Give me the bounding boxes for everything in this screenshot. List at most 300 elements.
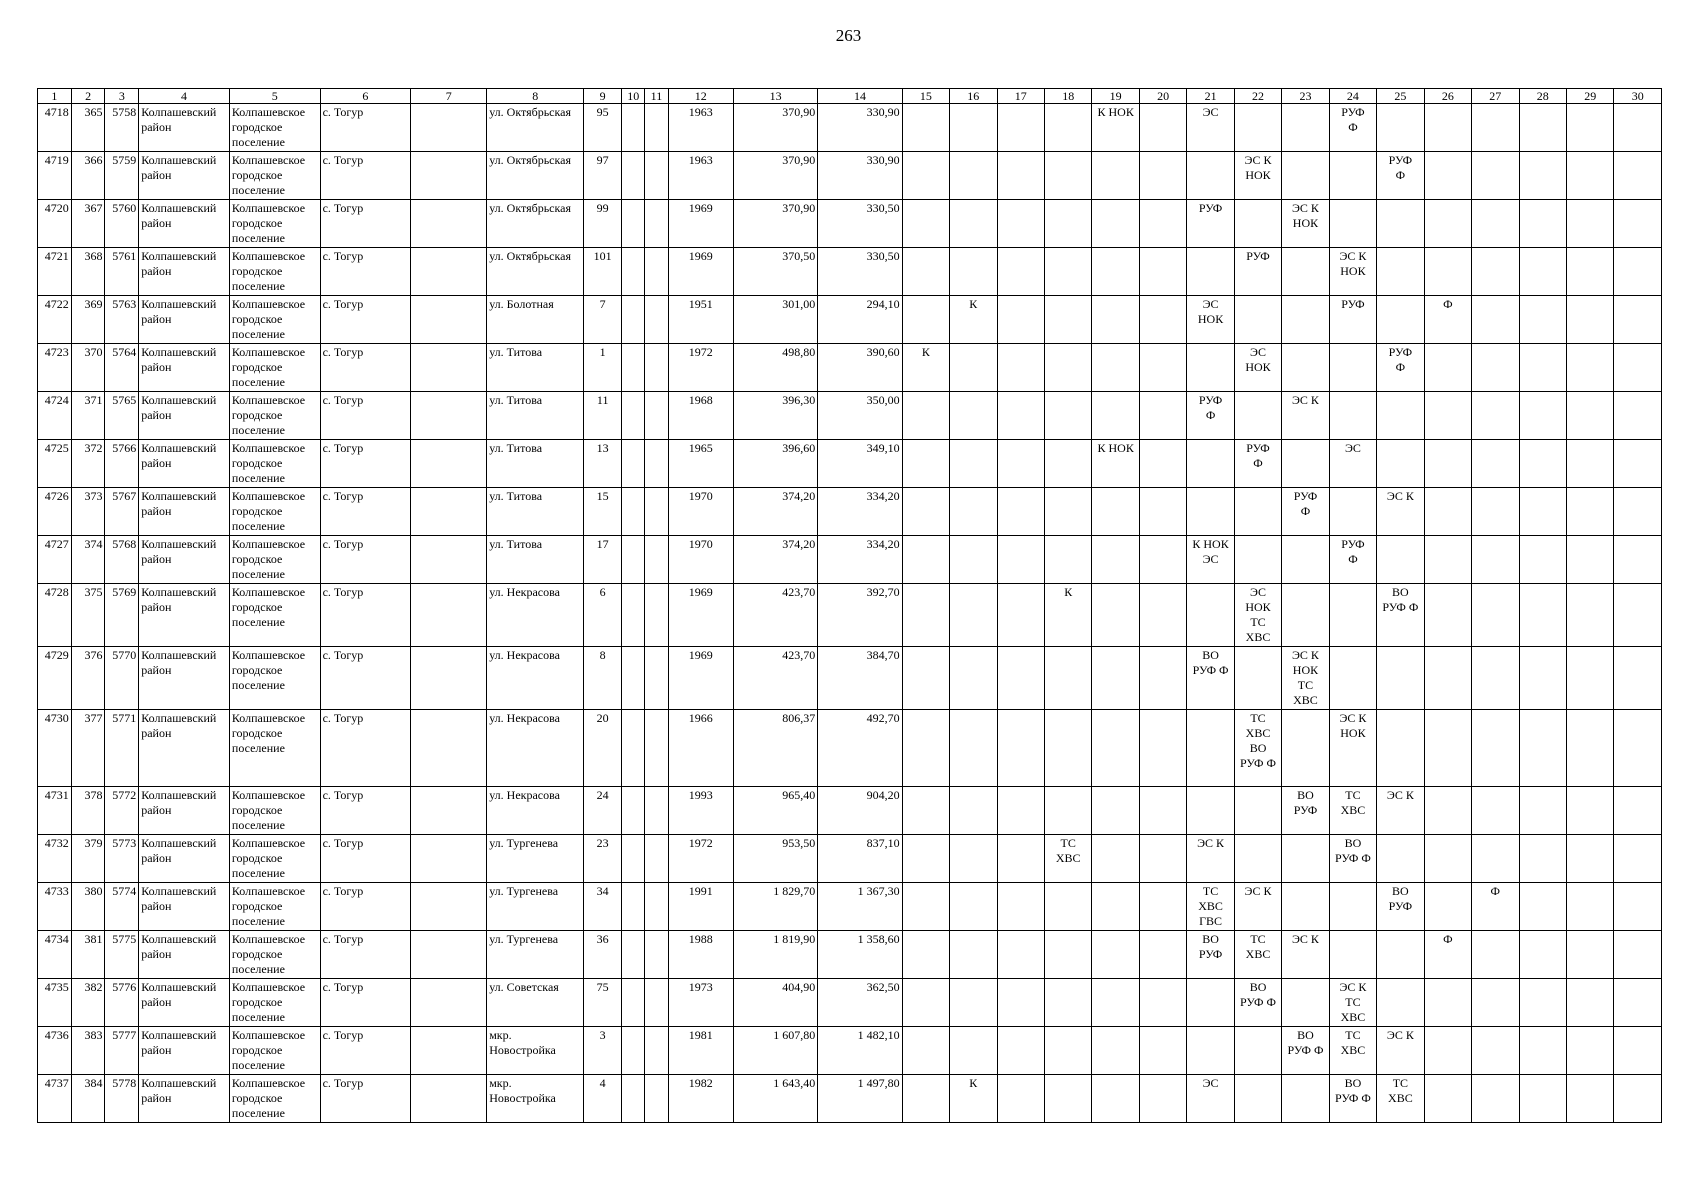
column-30-cell: [1614, 200, 1662, 248]
column-header-22: 22: [1234, 89, 1281, 104]
column-25-cell: [1377, 647, 1424, 710]
living-area-cell: 294,10: [818, 296, 902, 344]
column-21-cell: ТС ХВС ГВС: [1187, 883, 1234, 931]
column-29-cell: [1566, 440, 1613, 488]
column-23-cell: ЭС К: [1282, 931, 1329, 979]
column-22-cell: [1234, 104, 1281, 152]
column-header-28: 28: [1519, 89, 1566, 104]
column-7-cell: [411, 835, 487, 883]
column-10-cell: [622, 344, 645, 392]
column-30-cell: [1614, 835, 1662, 883]
locality-cell: с. Тогур: [320, 344, 411, 392]
total-area-cell: 301,00: [733, 296, 817, 344]
house-number-cell: 34: [584, 883, 622, 931]
column-21-cell: [1187, 584, 1234, 647]
column-11-cell: [645, 979, 668, 1027]
column-21-cell: [1187, 344, 1234, 392]
house-number-cell: 95: [584, 104, 622, 152]
settlement-cell: Колпашевское городское поселение: [229, 979, 320, 1027]
column-16-cell: [950, 710, 997, 787]
total-area-cell: 374,20: [733, 536, 817, 584]
column-22-cell: [1234, 392, 1281, 440]
total-area-cell: 370,50: [733, 248, 817, 296]
column-28-cell: [1519, 440, 1566, 488]
column-28-cell: [1519, 344, 1566, 392]
object-code: 5778: [105, 1075, 139, 1123]
record-number: 4735: [38, 979, 72, 1027]
column-24-cell: ЭС К НОК: [1329, 710, 1376, 787]
column-25-cell: [1377, 392, 1424, 440]
column-26-cell: [1424, 248, 1471, 296]
column-15-cell: [902, 1027, 949, 1075]
column-23-cell: [1282, 584, 1329, 647]
object-code: 5766: [105, 440, 139, 488]
row-index: 369: [71, 296, 105, 344]
street-cell: ул. Титова: [487, 440, 584, 488]
year-built-cell: 1969: [668, 200, 733, 248]
column-30-cell: [1614, 536, 1662, 584]
record-number: 4730: [38, 710, 72, 787]
record-number: 4732: [38, 835, 72, 883]
column-7-cell: [411, 536, 487, 584]
column-24-cell: [1329, 152, 1376, 200]
year-built-cell: 1993: [668, 787, 733, 835]
column-20-cell: [1139, 979, 1186, 1027]
year-built-cell: 1981: [668, 1027, 733, 1075]
column-20-cell: [1139, 392, 1186, 440]
table-body: [38, 104, 1662, 1123]
column-17-cell: [997, 647, 1044, 710]
column-10-cell: [622, 584, 645, 647]
column-25-cell: [1377, 200, 1424, 248]
record-number: 4729: [38, 647, 72, 710]
table-row: [38, 200, 1662, 248]
row-index: 382: [71, 979, 105, 1027]
table-row: [38, 248, 1662, 296]
column-19-cell: [1092, 787, 1139, 835]
object-code: 5770: [105, 647, 139, 710]
living-area-cell: 1 482,10: [818, 1027, 902, 1075]
record-number: 4726: [38, 488, 72, 536]
column-27-cell: [1472, 1075, 1519, 1123]
column-23-cell: [1282, 440, 1329, 488]
column-11-cell: [645, 647, 668, 710]
column-7-cell: [411, 152, 487, 200]
object-code: 5758: [105, 104, 139, 152]
column-26-cell: [1424, 835, 1471, 883]
column-16-cell: [950, 835, 997, 883]
year-built-cell: 1972: [668, 835, 733, 883]
settlement-cell: Колпашевское городское поселение: [229, 248, 320, 296]
column-24-cell: ВО РУФ Ф: [1329, 1075, 1376, 1123]
house-number-cell: 6: [584, 584, 622, 647]
district-cell: Колпашевский район: [139, 440, 230, 488]
street-cell: ул. Титова: [487, 392, 584, 440]
column-header-19: 19: [1092, 89, 1139, 104]
column-15-cell: [902, 1075, 949, 1123]
street-cell: ул. Некрасова: [487, 710, 584, 787]
column-21-cell: [1187, 710, 1234, 787]
table-row: [38, 979, 1662, 1027]
column-18-cell: [1044, 440, 1091, 488]
column-19-cell: [1092, 931, 1139, 979]
housing-register-table: [37, 88, 1662, 1123]
column-22-cell: [1234, 1075, 1281, 1123]
column-11-cell: [645, 104, 668, 152]
column-15-cell: [902, 440, 949, 488]
table-row: [38, 344, 1662, 392]
column-21-cell: ВО РУФ: [1187, 931, 1234, 979]
column-30-cell: [1614, 152, 1662, 200]
year-built-cell: 1965: [668, 440, 733, 488]
page-number: 263: [835, 26, 862, 45]
column-header-3: 3: [105, 89, 139, 104]
locality-cell: с. Тогур: [320, 883, 411, 931]
column-29-cell: [1566, 152, 1613, 200]
column-29-cell: [1566, 200, 1613, 248]
street-cell: ул. Титова: [487, 344, 584, 392]
column-21-cell: [1187, 440, 1234, 488]
column-7-cell: [411, 1027, 487, 1075]
column-10-cell: [622, 1075, 645, 1123]
column-20-cell: [1139, 584, 1186, 647]
column-header-18: 18: [1044, 89, 1091, 104]
column-22-cell: [1234, 200, 1281, 248]
column-11-cell: [645, 392, 668, 440]
table-row: [38, 1027, 1662, 1075]
house-number-cell: 24: [584, 787, 622, 835]
column-30-cell: [1614, 440, 1662, 488]
column-10-cell: [622, 488, 645, 536]
column-20-cell: [1139, 200, 1186, 248]
column-15-cell: [902, 979, 949, 1027]
column-17-cell: [997, 104, 1044, 152]
total-area-cell: 370,90: [733, 152, 817, 200]
column-header-5: 5: [229, 89, 320, 104]
column-18-cell: [1044, 248, 1091, 296]
column-11-cell: [645, 787, 668, 835]
district-cell: Колпашевский район: [139, 787, 230, 835]
column-29-cell: [1566, 883, 1613, 931]
year-built-cell: 1991: [668, 883, 733, 931]
column-25-cell: РУФ Ф: [1377, 344, 1424, 392]
column-header-21: 21: [1187, 89, 1234, 104]
column-21-cell: [1187, 152, 1234, 200]
year-built-cell: 1973: [668, 979, 733, 1027]
locality-cell: с. Тогур: [320, 392, 411, 440]
column-27-cell: [1472, 344, 1519, 392]
column-18-cell: [1044, 104, 1091, 152]
street-cell: ул. Титова: [487, 488, 584, 536]
column-29-cell: [1566, 488, 1613, 536]
object-code: 5761: [105, 248, 139, 296]
column-15-cell: [902, 536, 949, 584]
column-16-cell: [950, 979, 997, 1027]
column-25-cell: ЭС К: [1377, 1027, 1424, 1075]
column-18-cell: [1044, 488, 1091, 536]
record-number: 4718: [38, 104, 72, 152]
column-30-cell: [1614, 392, 1662, 440]
total-area-cell: 370,90: [733, 200, 817, 248]
street-cell: мкр. Новостройка: [487, 1075, 584, 1123]
column-29-cell: [1566, 584, 1613, 647]
column-18-cell: [1044, 710, 1091, 787]
column-22-cell: ЭС К: [1234, 883, 1281, 931]
district-cell: Колпашевский район: [139, 979, 230, 1027]
column-11-cell: [645, 931, 668, 979]
street-cell: ул. Октябрьская: [487, 200, 584, 248]
column-26-cell: [1424, 584, 1471, 647]
column-23-cell: [1282, 710, 1329, 787]
settlement-cell: Колпашевское городское поселение: [229, 835, 320, 883]
record-number: 4727: [38, 536, 72, 584]
column-18-cell: [1044, 1027, 1091, 1075]
column-28-cell: [1519, 1075, 1566, 1123]
settlement-cell: Колпашевское городское поселение: [229, 584, 320, 647]
locality-cell: с. Тогур: [320, 835, 411, 883]
column-header-17: 17: [997, 89, 1044, 104]
column-11-cell: [645, 1027, 668, 1075]
column-10-cell: [622, 248, 645, 296]
column-19-cell: К НОК: [1092, 440, 1139, 488]
living-area-cell: 492,70: [818, 710, 902, 787]
column-20-cell: [1139, 248, 1186, 296]
column-22-cell: [1234, 647, 1281, 710]
column-15-cell: [902, 883, 949, 931]
house-number-cell: 11: [584, 392, 622, 440]
column-16-cell: [950, 584, 997, 647]
column-30-cell: [1614, 584, 1662, 647]
column-26-cell: [1424, 536, 1471, 584]
column-25-cell: [1377, 104, 1424, 152]
column-10-cell: [622, 440, 645, 488]
locality-cell: с. Тогур: [320, 710, 411, 787]
column-27-cell: [1472, 787, 1519, 835]
column-header-9: 9: [584, 89, 622, 104]
column-16-cell: [950, 344, 997, 392]
column-16-cell: [950, 931, 997, 979]
column-28-cell: [1519, 392, 1566, 440]
record-number: 4719: [38, 152, 72, 200]
locality-cell: с. Тогур: [320, 200, 411, 248]
column-19-cell: [1092, 647, 1139, 710]
column-26-cell: [1424, 440, 1471, 488]
column-7-cell: [411, 488, 487, 536]
column-29-cell: [1566, 710, 1613, 787]
column-10-cell: [622, 979, 645, 1027]
living-area-cell: 1 358,60: [818, 931, 902, 979]
house-number-cell: 97: [584, 152, 622, 200]
column-26-cell: [1424, 883, 1471, 931]
column-27-cell: [1472, 200, 1519, 248]
column-29-cell: [1566, 392, 1613, 440]
column-19-cell: [1092, 979, 1139, 1027]
column-28-cell: [1519, 835, 1566, 883]
column-27-cell: [1472, 835, 1519, 883]
column-26-cell: [1424, 344, 1471, 392]
column-30-cell: [1614, 1027, 1662, 1075]
column-22-cell: ТС ХВС: [1234, 931, 1281, 979]
year-built-cell: 1951: [668, 296, 733, 344]
column-22-cell: РУФ: [1234, 248, 1281, 296]
column-24-cell: [1329, 344, 1376, 392]
living-area-cell: 904,20: [818, 787, 902, 835]
column-15-cell: К: [902, 344, 949, 392]
column-23-cell: ЭС К НОК: [1282, 200, 1329, 248]
object-code: 5763: [105, 296, 139, 344]
column-17-cell: [997, 344, 1044, 392]
column-18-cell: [1044, 296, 1091, 344]
column-10-cell: [622, 296, 645, 344]
column-22-cell: [1234, 1027, 1281, 1075]
column-24-cell: ВО РУФ Ф: [1329, 835, 1376, 883]
column-18-cell: [1044, 152, 1091, 200]
column-18-cell: [1044, 1075, 1091, 1123]
column-21-cell: РУФ: [1187, 200, 1234, 248]
total-area-cell: 806,37: [733, 710, 817, 787]
column-11-cell: [645, 1075, 668, 1123]
district-cell: Колпашевский район: [139, 104, 230, 152]
column-30-cell: [1614, 104, 1662, 152]
living-area-cell: 837,10: [818, 835, 902, 883]
column-25-cell: ВО РУФ Ф: [1377, 584, 1424, 647]
settlement-cell: Колпашевское городское поселение: [229, 440, 320, 488]
column-29-cell: [1566, 787, 1613, 835]
column-28-cell: [1519, 152, 1566, 200]
object-code: 5767: [105, 488, 139, 536]
column-24-cell: РУФ: [1329, 296, 1376, 344]
column-29-cell: [1566, 835, 1613, 883]
column-23-cell: [1282, 1075, 1329, 1123]
table-row: [38, 647, 1662, 710]
column-27-cell: [1472, 248, 1519, 296]
column-header-26: 26: [1424, 89, 1471, 104]
column-16-cell: [950, 1027, 997, 1075]
column-16-cell: [950, 440, 997, 488]
column-10-cell: [622, 392, 645, 440]
column-20-cell: [1139, 1027, 1186, 1075]
column-22-cell: ЭС НОК: [1234, 344, 1281, 392]
column-17-cell: [997, 1075, 1044, 1123]
table-row: [38, 152, 1662, 200]
row-index: 379: [71, 835, 105, 883]
column-11-cell: [645, 440, 668, 488]
column-header-29: 29: [1566, 89, 1613, 104]
district-cell: Колпашевский район: [139, 647, 230, 710]
column-26-cell: [1424, 488, 1471, 536]
column-number-header-row: [38, 89, 1662, 104]
table-row: [38, 787, 1662, 835]
locality-cell: с. Тогур: [320, 296, 411, 344]
column-28-cell: [1519, 647, 1566, 710]
column-7-cell: [411, 647, 487, 710]
column-21-cell: ВО РУФ Ф: [1187, 647, 1234, 710]
column-20-cell: [1139, 440, 1186, 488]
column-10-cell: [622, 200, 645, 248]
table-row: [38, 931, 1662, 979]
column-25-cell: [1377, 296, 1424, 344]
column-18-cell: [1044, 200, 1091, 248]
column-17-cell: [997, 931, 1044, 979]
column-23-cell: ВО РУФ Ф: [1282, 1027, 1329, 1075]
living-area-cell: 349,10: [818, 440, 902, 488]
record-number: 4734: [38, 931, 72, 979]
column-7-cell: [411, 584, 487, 647]
record-number: 4721: [38, 248, 72, 296]
column-7-cell: [411, 440, 487, 488]
column-24-cell: [1329, 931, 1376, 979]
total-area-cell: 965,40: [733, 787, 817, 835]
record-number: 4737: [38, 1075, 72, 1123]
column-17-cell: [997, 835, 1044, 883]
column-header-13: 13: [733, 89, 817, 104]
column-22-cell: ВО РУФ Ф: [1234, 979, 1281, 1027]
object-code: 5774: [105, 883, 139, 931]
column-27-cell: [1472, 152, 1519, 200]
column-28-cell: [1519, 200, 1566, 248]
living-area-cell: 334,20: [818, 536, 902, 584]
column-26-cell: Ф: [1424, 931, 1471, 979]
column-15-cell: [902, 488, 949, 536]
column-30-cell: [1614, 248, 1662, 296]
column-header-24: 24: [1329, 89, 1376, 104]
column-21-cell: ЭС К: [1187, 835, 1234, 883]
column-11-cell: [645, 536, 668, 584]
column-header-10: 10: [622, 89, 645, 104]
district-cell: Колпашевский район: [139, 931, 230, 979]
locality-cell: с. Тогур: [320, 488, 411, 536]
column-22-cell: ЭС К НОК: [1234, 152, 1281, 200]
column-28-cell: [1519, 536, 1566, 584]
street-cell: ул. Некрасова: [487, 584, 584, 647]
column-28-cell: [1519, 979, 1566, 1027]
column-header-7: 7: [411, 89, 487, 104]
column-23-cell: РУФ Ф: [1282, 488, 1329, 536]
object-code: 5773: [105, 835, 139, 883]
column-20-cell: [1139, 152, 1186, 200]
column-24-cell: [1329, 883, 1376, 931]
column-23-cell: [1282, 296, 1329, 344]
column-15-cell: [902, 296, 949, 344]
column-header-4: 4: [139, 89, 230, 104]
row-index: 376: [71, 647, 105, 710]
column-17-cell: [997, 883, 1044, 931]
district-cell: Колпашевский район: [139, 835, 230, 883]
house-number-cell: 17: [584, 536, 622, 584]
column-27-cell: [1472, 931, 1519, 979]
year-built-cell: 1970: [668, 536, 733, 584]
column-23-cell: [1282, 152, 1329, 200]
district-cell: Колпашевский район: [139, 488, 230, 536]
table-row: [38, 296, 1662, 344]
house-number-cell: 4: [584, 1075, 622, 1123]
column-15-cell: [902, 584, 949, 647]
column-17-cell: [997, 296, 1044, 344]
street-cell: ул. Октябрьская: [487, 248, 584, 296]
column-24-cell: ЭС К НОК: [1329, 248, 1376, 296]
column-18-cell: [1044, 883, 1091, 931]
column-20-cell: [1139, 787, 1186, 835]
total-area-cell: 374,20: [733, 488, 817, 536]
year-built-cell: 1963: [668, 104, 733, 152]
street-cell: ул. Болотная: [487, 296, 584, 344]
column-30-cell: [1614, 787, 1662, 835]
row-index: 368: [71, 248, 105, 296]
column-26-cell: [1424, 200, 1471, 248]
column-21-cell: К НОК ЭС: [1187, 536, 1234, 584]
year-built-cell: 1963: [668, 152, 733, 200]
column-23-cell: [1282, 536, 1329, 584]
